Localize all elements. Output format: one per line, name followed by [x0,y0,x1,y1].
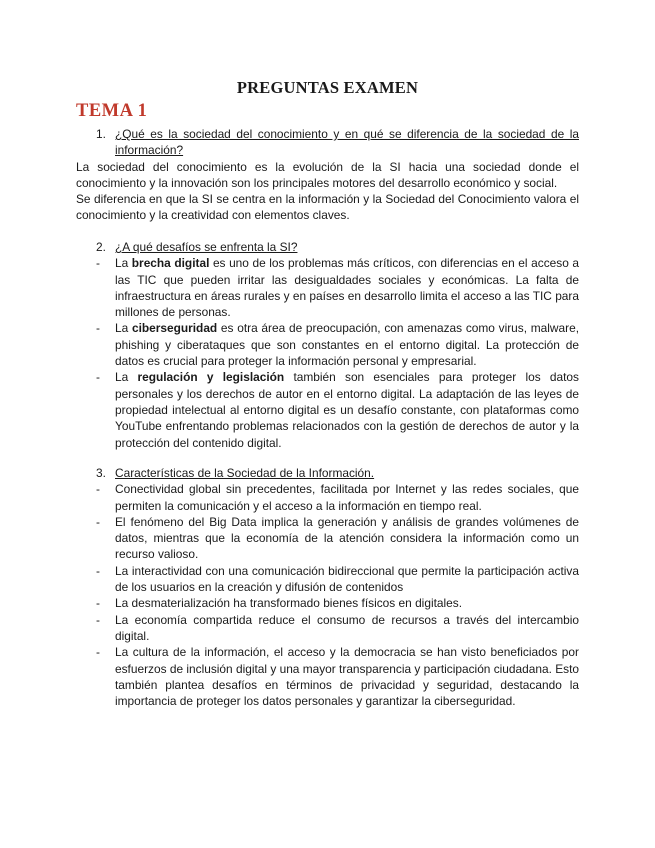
bullet-text-rest: es uno de los problemas más críticos, con diferencias en el acceso a las TIC que pueden irritar las desigualdades sociales y económicas. La falta de infraestructura en áreas rurales y en países en desarrollo limita el acceso a las TIC para millones de personas. [115,256,579,320]
list-item [76,481,579,514]
question-2-block [76,239,579,451]
question-1-number: 1. [96,127,106,141]
question-3-block [76,465,579,709]
question-2-text: ¿A qué desafíos se enfrenta la SI? [115,240,298,254]
bullet-dash: - [96,514,100,529]
bullet-text: Conectividad global sin precedentes, facilitada por Internet y las redes sociales, que permiten la comunicación y el acceso a la información en tiempo real. [115,482,579,513]
bullet-dash: - [96,482,100,497]
question-1-text: ¿Qué es la sociedad del conocimiento y en qué se diferencia de la sociedad de la información? [115,127,579,158]
bullet-text [115,255,579,320]
question-3 [76,465,579,481]
bullet-dash: - [96,612,100,627]
answer-1-paragraph-2: Se diferencia en que la SI se centra en la información y la Sociedad del Conocimiento valora el conocimiento y la creatividad con elementos claves. [76,192,579,223]
bullet-text [115,320,579,369]
list-item [76,514,579,563]
bullet-text-rest: es otra área de preocupación, con amenazas como virus, malware, phishing y ciberataques que son constantes en el entorno digital. La protección de datos es crucial para proteger la información personal y empresarial. [115,321,579,369]
bullet-text-rest: también son esenciales para proteger los datos personales y los derechos de autor en el entorno digital. La adaptación de las leyes de propiedad intelectual al entorno digital es un desafío constante, con plataformas como YouTube enfrentando problemas relacionados con la gestión de derechos de autor y la protección del contenido digital. [115,370,579,450]
bullet-text-bold: brecha digital [131,256,210,271]
bullet-dash: - [96,563,100,578]
bullet-dash: - [96,596,100,611]
bullet-text: La interactividad con una comunicación bidireccional que permite la participación activa de los usuarios en la creación y difusión de contenidos [115,563,579,595]
list-item [76,563,579,596]
bullet-dash: - [96,321,100,336]
section-title: TEMA 1 [76,101,148,121]
answer-1-paragraph-1: La sociedad del conocimiento es la evolución de la SI hacia una sociedad donde el conocimiento y la innovación son los principales motores del desarrollo económico y social. [76,159,579,190]
bullet-dash: - [96,256,100,271]
question-3-text: Características de la Sociedad de la Información. [115,466,375,480]
question-1-block [76,126,579,224]
list-item [76,612,579,645]
bullet-text-bold: ciberseguridad [131,321,218,336]
bullet-text-lead: La [115,256,132,271]
bullet-text: La cultura de la información, el acceso y la democracia se han visto beneficiados por esfuerzos de inclusión digital y una mayor transparencia y participación ciudadana. Esto también plantea desafíos en términos de privacidad y seguridad, destacando la importancia de proteger los datos personales y garantizar la ciberseguridad. [115,645,579,709]
question-3-number: 3. [96,466,106,480]
list-item [76,320,579,369]
bullet-dash: - [96,370,100,385]
list-item [76,255,579,320]
bullet-text: La desmaterialización ha transformado bienes físicos en digitales. [115,596,462,611]
question-2-bullet-list [76,255,579,451]
bullet-dash: - [96,645,100,660]
question-2-number: 2. [96,240,106,254]
bullet-text [115,369,579,450]
question-3-bullet-list [76,481,579,709]
question-2 [76,239,579,255]
bullet-text-lead: La [115,370,138,385]
list-item [76,369,579,450]
bullet-text: El fenómeno del Big Data implica la generación y análisis de grandes volúmenes de datos, mientras que la economía de la atención considera la información como un recurso valioso. [115,514,579,562]
question-1 [76,126,579,159]
document-title: PREGUNTAS EXAMEN [236,78,419,97]
list-item [76,644,579,709]
bullet-text-bold: regulación y legislación [137,370,285,385]
bullet-text: La economía compartida reduce el consumo de recursos a través del intercambio digital. [115,612,579,643]
list-item [76,595,579,611]
bullet-text-lead: La [115,321,132,336]
